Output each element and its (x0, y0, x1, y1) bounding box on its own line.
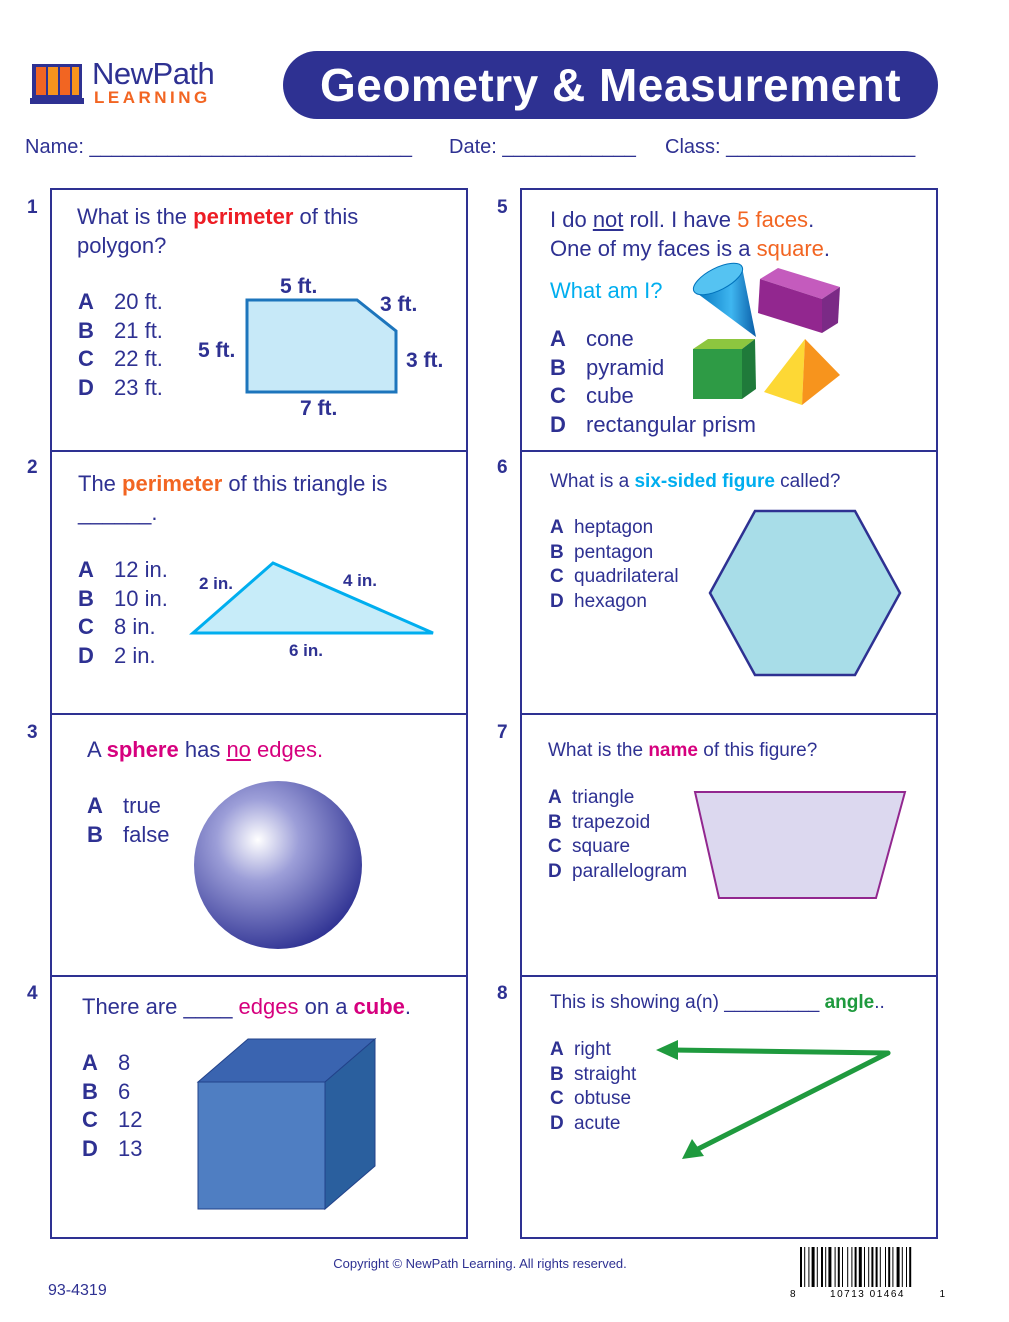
name-field[interactable]: Name: _____________________________ (25, 136, 413, 158)
question-text: There are ____ edges on a cube. (82, 994, 412, 1019)
barcode-bar (851, 1247, 852, 1287)
barcode-bar (885, 1247, 886, 1287)
barcode-bar (859, 1247, 862, 1287)
question-number: 8 (497, 983, 508, 1004)
product-code: 93-4319 (48, 1282, 107, 1299)
angle-shape (656, 1040, 888, 1159)
option-a[interactable]: A cone (550, 326, 634, 351)
barcode-bar (855, 1247, 857, 1287)
barcode-bar (880, 1247, 881, 1287)
side-label-diagonal: 3 ft. (380, 293, 418, 316)
cone-shape (689, 257, 756, 337)
barcode-bar (868, 1247, 869, 1287)
barcode-right-digit: 1 (939, 1289, 945, 1300)
question-text: A sphere has no edges. (87, 737, 324, 762)
option-b[interactable]: B false (87, 821, 170, 847)
option-c[interactable]: C cube (550, 383, 634, 408)
barcode-bar (804, 1247, 805, 1287)
question-text: What is a six-sided figure called? (550, 471, 841, 492)
barcode-bar (835, 1247, 836, 1287)
hexagon-shape (710, 511, 900, 675)
pentagon-shape (247, 300, 396, 392)
logo-subtitle: LEARNING (94, 88, 211, 107)
answer-options (87, 792, 169, 849)
book-logo-icon (30, 60, 84, 106)
trapezoid-shape (695, 792, 905, 898)
question-number: 6 (497, 457, 508, 478)
barcode-digits: 10713 01464 (830, 1289, 905, 1300)
barcode-bar (808, 1247, 809, 1287)
side-label-left: 2 in. (199, 574, 234, 593)
solid-shapes-figure (690, 265, 845, 410)
sphere-shape (194, 781, 362, 949)
option-a[interactable]: A 8 (82, 1050, 131, 1075)
option-d[interactable]: D parallelogram (548, 860, 688, 882)
question-number: 5 (497, 197, 508, 218)
answer-options (550, 516, 679, 614)
barcode-bar (817, 1247, 818, 1287)
option-d[interactable]: D 2 in. (78, 642, 156, 668)
pyramid-shape (764, 339, 840, 405)
barcode-left-digit: 8 (790, 1289, 796, 1300)
option-d[interactable]: D acute (550, 1112, 621, 1134)
question-text: I do not roll. I have 5 faces. One of my faces is a square. (550, 207, 831, 261)
barcode-bar (871, 1247, 873, 1287)
answer-options (550, 1038, 636, 1136)
barcode-bar (821, 1247, 823, 1287)
barcode (790, 1247, 945, 1305)
question-text: The perimeter of this triangle is ______. (78, 471, 388, 525)
option-c[interactable]: C obtuse (550, 1088, 632, 1109)
angle-figure (650, 1035, 895, 1165)
option-d[interactable]: D rectangular prism (550, 411, 756, 437)
question-text: What is the name of this figure? (548, 740, 818, 761)
option-b[interactable]: B trapezoid (548, 811, 651, 833)
option-d[interactable]: D 13 (82, 1135, 143, 1161)
barcode-bar (838, 1247, 840, 1287)
option-b[interactable]: B straight (550, 1063, 637, 1085)
answer-options (78, 556, 168, 670)
option-b[interactable]: B 6 (82, 1078, 131, 1104)
option-b[interactable]: B 10 in. (78, 585, 168, 611)
barcode-bar (847, 1247, 848, 1287)
answer-options (78, 288, 163, 402)
option-b[interactable]: B 21 ft. (78, 317, 163, 343)
option-c[interactable]: C 22 ft. (78, 346, 163, 371)
question-text: This is showing a(n) _________ angle.. (550, 992, 885, 1013)
question-prompt: What am I? (550, 278, 663, 303)
side-label-right: 3 ft. (406, 349, 444, 372)
rectangular-prism-shape (758, 268, 840, 333)
question-text: What is the perimeter of this polygon? (77, 204, 359, 258)
trapezoid-figure (690, 788, 910, 903)
side-label-right: 4 in. (343, 571, 378, 590)
barcode-bar (825, 1247, 826, 1287)
option-c[interactable]: C square (548, 836, 631, 857)
option-c[interactable]: C quadrilateral (550, 566, 679, 587)
page-title: Geometry & Measurement (283, 51, 938, 119)
side-label-bottom: 6 in. (289, 641, 324, 660)
option-d[interactable]: D hexagon (550, 590, 647, 612)
cube-shape (693, 339, 756, 399)
barcode-bar (906, 1247, 907, 1287)
option-a[interactable]: A true (87, 793, 161, 818)
question-number: 7 (497, 722, 508, 743)
question-number: 4 (27, 983, 38, 1004)
option-c[interactable]: C 12 (82, 1107, 143, 1132)
barcode-bar (876, 1247, 878, 1287)
answer-options (82, 1049, 142, 1163)
barcode-bar (864, 1247, 865, 1287)
polygon-figure (190, 265, 460, 425)
option-c[interactable]: C 8 in. (78, 614, 156, 639)
date-field[interactable]: Date: ____________ (449, 136, 636, 158)
class-field[interactable]: Class: _________________ (665, 136, 916, 158)
barcode-bar (897, 1247, 900, 1287)
barcode-bar (888, 1247, 890, 1287)
cube-figure (195, 1036, 380, 1214)
barcode-bar (909, 1247, 911, 1287)
question-number: 2 (27, 457, 38, 478)
option-d[interactable]: D 23 ft. (78, 374, 163, 400)
option-a[interactable]: A right (550, 1039, 611, 1060)
option-a[interactable]: A 12 in. (78, 557, 168, 582)
barcode-bar (812, 1247, 815, 1287)
side-label-bottom: 7 ft. (300, 397, 338, 420)
option-a[interactable]: A 20 ft. (78, 289, 163, 314)
copyright-notice: Copyright © NewPath Learning. All rights reserved. (333, 1256, 627, 1271)
barcode-bars (790, 1247, 945, 1289)
side-label-left: 5 ft. (198, 339, 236, 362)
logo-wordmark: NewPath (92, 56, 215, 91)
barcode-bar (842, 1247, 843, 1287)
sphere-figure (190, 778, 368, 956)
barcode-bar (800, 1247, 802, 1287)
option-a[interactable]: A heptagon (550, 517, 654, 538)
answer-options (548, 786, 687, 884)
question-number: 1 (27, 197, 38, 218)
barcode-bar (892, 1247, 893, 1287)
newpath-logo (30, 58, 270, 108)
option-b[interactable]: B pyramid (550, 354, 665, 380)
triangle-figure (185, 555, 445, 665)
side-label-top: 5 ft. (280, 275, 318, 298)
option-a[interactable]: A triangle (548, 787, 635, 808)
barcode-bar (828, 1247, 831, 1287)
cube-front-face (198, 1082, 325, 1209)
question-number: 3 (27, 722, 38, 743)
hexagon-figure (705, 505, 905, 680)
barcode-bar (902, 1247, 903, 1287)
option-b[interactable]: B pentagon (550, 541, 654, 563)
